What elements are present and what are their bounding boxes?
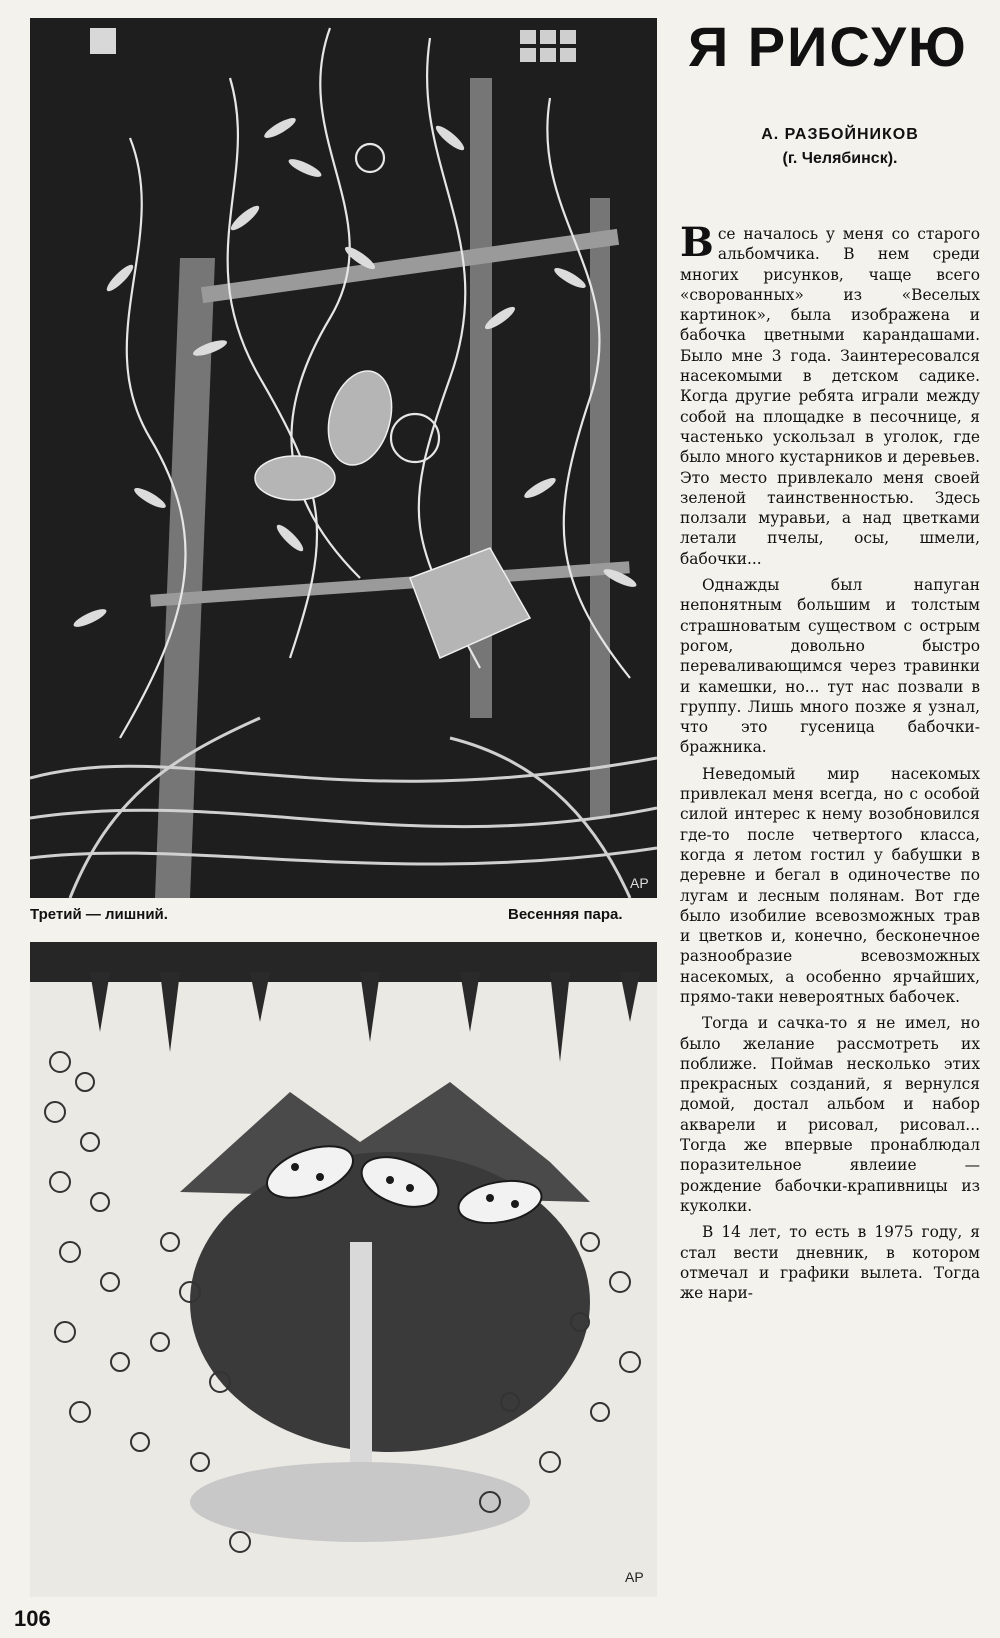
- jungle-engraving-illustration-icon: [30, 18, 657, 898]
- drop-cap: В: [680, 219, 714, 266]
- svg-text:АР: АР: [625, 1569, 644, 1585]
- paragraph-text: се началось у меня со старого альбомчика. В нем среди многих рисунков, чаще всего «своpoванных» из «Веселых картинок», была изображена и бабочка цветными карандашами. Было мне 3 года. Заинтересовался насекомыми в детском садике. Когда другие ребята играли между собой на площадке в песочнице, я частенько ускользал в уголок, где было много кустарников и деревьев. Это место привлекало меня своей зеленой таинственностью. Здесь ползали муравьи, а над цветками летали пчелы, осы, шмели, бабочки...: [680, 225, 980, 568]
- article-paragraph-1: [680, 219, 980, 569]
- caption-left: Третий — лишний.: [30, 906, 168, 923]
- article-title: Я РИСУЮ: [688, 15, 968, 78]
- author-name: А. РАЗБОЙНИКОВ: [761, 126, 919, 143]
- article-paragraph-3: Неведомый мир насекомых привлекал меня всегда, но с особой силой интерес к нему возобновился где-то после четвертого класса, когда я летом гостил у бабушки в деревне и бегал в одиночестве по лугам и лесным полянам. Вот где было изобилие всевозможных трав и цветков и, конечно, бесконечное разнообразие всевозможных насекомых, а особенно ярчайших, прямо-таки невероятных бабочек.: [680, 764, 980, 1006]
- svg-text:АР: АР: [630, 875, 649, 891]
- article-paragraph-2: Однажды был напуган непонятным большим и толстым страшноватым существом с острым рогом, довольно быстро переваливающимся через травинки и камешки, но... тут нас позвали в группу. Лишь много позже я узнал, что это гусеница бабочки-бражника.: [680, 576, 980, 757]
- illustration-bottom: [30, 942, 657, 1597]
- illustration-top: [30, 18, 657, 898]
- article-paragraph-4: Тогда и сачка-то я не имел, но было желание рассмотреть их поближе. Поймав несколько этих прекрасных созданий, я вернулся домой, достал альбом и набор акварели и рисовал, рисовал... Тогда же впервые пронаблюдал поразительное явлеиие — рождение бабочки-крапивницы из куколки.: [680, 1014, 980, 1215]
- article-body: [680, 219, 980, 1309]
- author-city: (г. Челябинск).: [782, 150, 898, 167]
- article-paragraph-5: В 14 лет, то есть в 1975 году, я стал вести дневник, в котором отмечал и графики вылета. Тогда же нари-: [680, 1223, 980, 1303]
- butterflies-landscape-illustration-icon: [30, 942, 657, 1597]
- caption-right: Весенняя пара.: [508, 906, 623, 923]
- page-number: 106: [14, 1606, 51, 1631]
